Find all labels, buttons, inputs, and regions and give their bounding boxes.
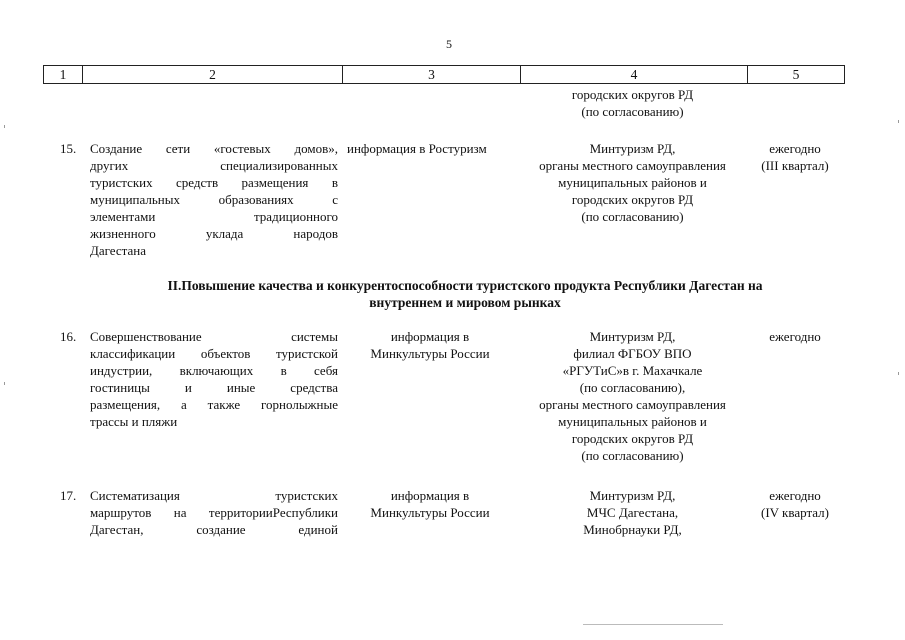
activity-line	[90, 379, 338, 396]
word: Дагестана	[90, 243, 146, 258]
executor-line: МЧС Дагестана,	[586, 505, 679, 520]
period-line: ежегодно	[769, 329, 821, 344]
header-cell-3: 3	[343, 66, 521, 83]
word: туристских	[90, 175, 153, 190]
executor-line: городских округов РД	[571, 192, 694, 207]
executor-line: «РГУТиС»в г. Махачкале	[562, 363, 703, 378]
word: в	[331, 175, 338, 190]
word: народов	[293, 226, 338, 241]
word: индустрии,	[90, 363, 153, 378]
scan-speck	[898, 120, 899, 123]
word: «гостевых	[213, 141, 271, 156]
executor-line: Минтуризм РД,	[589, 488, 676, 503]
word: уклада	[205, 226, 244, 241]
row-activity	[90, 487, 338, 538]
row-source	[355, 328, 505, 362]
word: традиционного	[253, 209, 338, 224]
source-line: информация в	[390, 488, 470, 503]
word: средства	[290, 380, 338, 395]
activity-line	[90, 487, 338, 504]
executor-line: муниципальных районов и	[558, 175, 707, 190]
word: классификации	[90, 346, 176, 361]
row-executor	[520, 140, 745, 225]
word: других	[90, 158, 129, 173]
word: жизненного	[90, 226, 156, 241]
row-period	[745, 487, 845, 521]
word: единой	[298, 522, 338, 537]
executor-line: филиал ФГБОУ ВПО	[573, 346, 692, 361]
row-activity	[90, 140, 338, 259]
word: включающих	[179, 363, 254, 378]
activity-line	[90, 208, 338, 225]
row-number: 17.	[60, 488, 77, 503]
scan-speck	[898, 372, 899, 375]
word: а	[181, 397, 187, 412]
continuation-executor	[520, 86, 745, 120]
section-heading	[120, 277, 810, 311]
word: объектов	[200, 346, 251, 361]
scan-speck	[4, 125, 5, 128]
activity-line	[90, 362, 338, 379]
row-activity	[90, 328, 338, 430]
word: туристской	[276, 346, 338, 361]
word: на	[173, 505, 187, 520]
continuation-executor-line: городских округов РД	[571, 87, 694, 102]
word: и	[184, 380, 192, 395]
executor-line: органы местного самоуправления	[539, 397, 726, 412]
activity-line	[90, 157, 338, 174]
source-line: Минкультуры России	[370, 505, 490, 520]
row-period	[745, 328, 845, 345]
word: элементами	[90, 209, 156, 224]
word: специализированных	[220, 158, 338, 173]
word: трассы и пляжи	[90, 414, 178, 429]
activity-line	[90, 396, 338, 413]
activity-line	[90, 504, 338, 521]
source-line: информация в Ростуризм	[347, 141, 487, 156]
word: средств	[176, 175, 219, 190]
word: туристских	[275, 488, 338, 503]
word: Совершенствование	[90, 329, 202, 344]
row-number: 15.	[60, 141, 77, 156]
scan-speck	[583, 624, 723, 625]
continuation-executor-line: (по согласованию)	[581, 104, 684, 119]
activity-line	[90, 328, 338, 345]
row-number: 16.	[60, 329, 77, 344]
header-cell-5: 5	[792, 67, 800, 82]
header-cell-1: 1	[44, 66, 83, 83]
period-line: ежегодно	[769, 141, 821, 156]
period-line: (III квартал)	[761, 158, 829, 173]
executor-line: Минтуризм РД,	[589, 141, 676, 156]
word: образованиях	[218, 192, 294, 207]
table-header-row	[43, 65, 845, 84]
section-heading-line: внутреннем и мировом рынках	[369, 295, 561, 310]
word: сети	[165, 141, 191, 156]
activity-line	[90, 140, 338, 157]
word: создание	[196, 522, 246, 537]
activity-line	[90, 345, 338, 362]
word: территорииРеспублики	[208, 505, 338, 520]
executor-line: Минтуризм РД,	[589, 329, 676, 344]
row-executor	[520, 328, 745, 464]
word: домов»,	[294, 141, 338, 156]
row-source	[347, 140, 517, 157]
word: Создание	[90, 141, 143, 156]
header-cell-4: 4	[521, 66, 748, 83]
executor-line: городских округов РД	[571, 431, 694, 446]
word: с	[332, 192, 338, 207]
word: Систематизация	[90, 488, 180, 503]
activity-line	[90, 413, 338, 430]
word: системы	[291, 329, 338, 344]
page-number: 5	[446, 37, 452, 51]
source-line: информация в	[390, 329, 470, 344]
word: гостиницы	[90, 380, 150, 395]
header-cell-2: 2	[83, 66, 343, 83]
activity-line	[90, 191, 338, 208]
row-period	[745, 140, 845, 174]
executor-line: (по согласованию)	[581, 448, 684, 463]
word: в	[280, 363, 287, 378]
activity-line	[90, 242, 338, 259]
word: горнолыжные	[261, 397, 338, 412]
word: также	[207, 397, 241, 412]
source-line: Минкультуры России	[370, 346, 490, 361]
word: размещения	[241, 175, 309, 190]
section-heading-line: II.Повышение качества и конкурентоспособности туристского продукта Республики Дагестан на	[167, 278, 763, 293]
period-line: ежегодно	[769, 488, 821, 503]
scan-speck	[4, 382, 5, 385]
word: муниципальных	[90, 192, 181, 207]
executor-line: (по согласованию)	[581, 209, 684, 224]
activity-line	[90, 225, 338, 242]
executor-line: (по согласованию),	[579, 380, 686, 395]
activity-line	[90, 521, 338, 538]
word: маршрутов	[90, 505, 152, 520]
executor-line: Минобрнауки РД,	[583, 522, 682, 537]
word: иные	[226, 380, 256, 395]
word: Дагестан,	[90, 522, 144, 537]
activity-line	[90, 174, 338, 191]
row-source	[355, 487, 505, 521]
executor-line: органы местного самоуправления	[539, 158, 726, 173]
row-executor	[520, 487, 745, 538]
word: размещения,	[90, 397, 161, 412]
period-line: (IV квартал)	[761, 505, 829, 520]
word: себя	[314, 363, 338, 378]
executor-line: муниципальных районов и	[558, 414, 707, 429]
